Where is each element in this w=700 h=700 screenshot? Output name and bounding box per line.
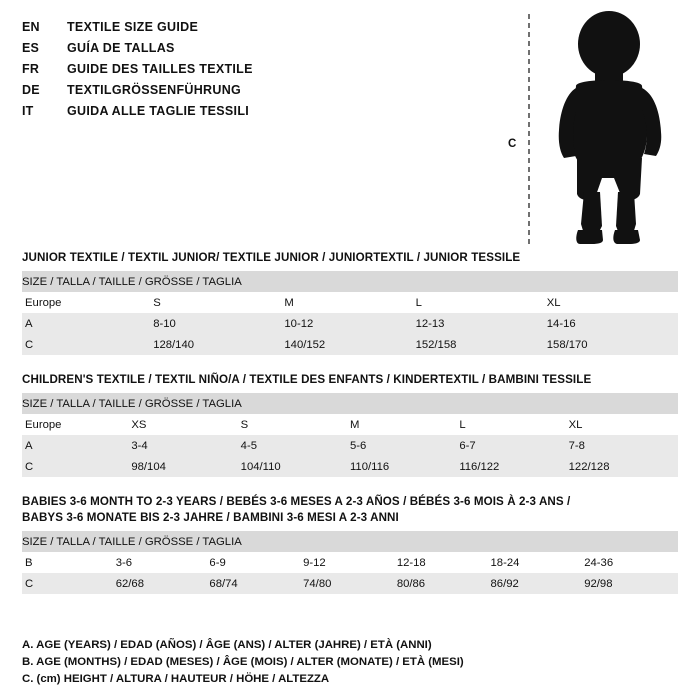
table-cell: 14-16	[546, 317, 576, 330]
section-children	[22, 372, 678, 477]
language-row	[22, 83, 502, 103]
language-code: EN	[22, 20, 40, 34]
table-cell: L	[415, 296, 422, 309]
table-cell: S	[240, 418, 249, 431]
silhouette-shape	[559, 11, 662, 244]
table-cell: 4-5	[240, 439, 257, 452]
table-band-row	[22, 531, 678, 552]
junior-size-table	[22, 271, 678, 355]
table-row	[22, 456, 678, 477]
table-cell: 80/86	[396, 577, 426, 590]
table-cell: 116/122	[459, 460, 500, 473]
language-title: GUÍA DE TALLAS	[67, 41, 175, 55]
row-label: B	[25, 556, 33, 569]
table-cell: 62/68	[115, 577, 144, 590]
table-cell: S	[153, 296, 161, 309]
table-band-row	[22, 271, 678, 292]
row-label: Europe	[25, 418, 62, 431]
language-row	[22, 62, 502, 82]
section-title: CHILDREN'S TEXTILE / TEXTIL NIÑO/A / TEXTILE DES ENFANTS / KINDERTEXTIL / BAMBINI TESSILE	[22, 373, 592, 386]
language-title: TEXTILE SIZE GUIDE	[67, 20, 199, 34]
table-cell: 18-24	[490, 556, 520, 569]
legend-line-a: A. AGE (YEARS) / EDAD (AÑOS) / ÂGE (ANS) / ALTER (JAHRE) / ETÀ (ANNI)	[22, 639, 432, 651]
table-row	[22, 414, 678, 435]
table-cell: 92/98	[584, 577, 613, 590]
language-row	[22, 20, 502, 40]
table-cell: 122/128	[568, 460, 610, 473]
table-cell: L	[459, 418, 466, 431]
table-cell: 158/170	[546, 338, 588, 351]
table-row	[22, 573, 678, 594]
table-cell: 98/104	[131, 460, 166, 473]
table-cell: 152/158	[415, 338, 457, 351]
table-cell: 140/152	[284, 338, 326, 351]
section-title-line1: BABIES 3-6 MONTH TO 2-3 YEARS / BEBÉS 3-6 MESES A 2-3 AÑOS / BÉBÉS 3-6 MOIS À 2-3 ANS /	[22, 495, 571, 508]
table-row	[22, 435, 678, 456]
band-label: SIZE / TALLA / TAILLE / GRÖSSE / TAGLIA	[22, 535, 242, 548]
row-label: C	[25, 577, 34, 590]
band-label: SIZE / TALLA / TAILLE / GRÖSSE / TAGLIA	[22, 275, 242, 288]
table-cell: 5-6	[349, 439, 367, 452]
language-row	[22, 104, 502, 124]
row-label: A	[25, 317, 33, 330]
section-title: JUNIOR TEXTILE / TEXTIL JUNIOR/ TEXTILE JUNIOR / JUNIORTEXTIL / JUNIOR TESSILE	[22, 251, 521, 264]
table-cell: 24-36	[584, 556, 614, 569]
table-cell: 6-7	[459, 439, 476, 452]
table-cell: 3-4	[131, 439, 148, 452]
table-cell: XS	[131, 418, 147, 431]
child-silhouette-icon	[502, 8, 692, 248]
legend-line-b: B. AGE (MONTHS) / EDAD (MESES) / ÂGE (MOIS) / ALTER (MONATE) / ETÀ (MESI)	[22, 656, 464, 668]
language-code: ES	[22, 41, 40, 55]
height-measure-label: C	[508, 138, 517, 150]
table-cell: 12-13	[415, 317, 445, 330]
table-cell: XL	[546, 296, 561, 309]
table-cell: 7-8	[568, 439, 585, 452]
table-cell: 8-10	[153, 317, 176, 330]
table-cell: 68/74	[209, 577, 238, 590]
language-title: GUIDE DES TAILLES TEXTILE	[67, 62, 253, 76]
language-title: TEXTILGRÖSSENFÜHRUNG	[67, 83, 242, 97]
language-title-list	[22, 20, 502, 125]
language-code: DE	[22, 83, 40, 97]
section-junior	[22, 250, 678, 355]
language-code: FR	[22, 62, 40, 76]
table-cell: 6-9	[209, 556, 226, 569]
row-label: C	[25, 338, 34, 351]
table-cell: 128/140	[153, 338, 195, 351]
table-cell: M	[284, 296, 294, 309]
table-cell: 104/110	[240, 460, 281, 473]
section-babies	[22, 494, 678, 594]
figure-area	[502, 8, 692, 248]
language-code: IT	[22, 104, 34, 118]
language-title: GUIDA ALLE TAGLIE TESSILI	[67, 104, 250, 118]
row-label: Europe	[25, 296, 62, 309]
legend-line-c: C. (cm) HEIGHT / ALTURA / HAUTEUR / HÖHE / ALTEZZA	[22, 673, 330, 685]
legend	[22, 637, 662, 688]
table-cell: 74/80	[303, 577, 332, 590]
table-row	[22, 552, 678, 573]
table-row	[22, 292, 678, 313]
table-row	[22, 334, 678, 355]
section-title-line2: BABYS 3-6 MONATE BIS 2-3 JAHRE / BAMBINI 3-6 MESI A 2-3 ANNI	[22, 511, 399, 524]
table-cell: XL	[568, 418, 583, 431]
table-cell: 110/116	[349, 460, 390, 473]
table-row	[22, 313, 678, 334]
row-label: C	[25, 460, 34, 473]
section-title	[22, 494, 678, 526]
table-cell: 12-18	[396, 556, 426, 569]
babies-size-table	[22, 531, 678, 594]
table-cell: 3-6	[115, 556, 133, 569]
table-cell: 86/92	[490, 577, 519, 590]
table-band-row	[22, 393, 678, 414]
language-row	[22, 41, 502, 61]
row-label: A	[25, 439, 33, 452]
table-cell: 10-12	[284, 317, 314, 330]
band-label: SIZE / TALLA / TAILLE / GRÖSSE / TAGLIA	[22, 397, 242, 410]
table-cell: M	[349, 418, 360, 431]
children-size-table	[22, 393, 678, 477]
table-cell: 9-12	[303, 556, 326, 569]
